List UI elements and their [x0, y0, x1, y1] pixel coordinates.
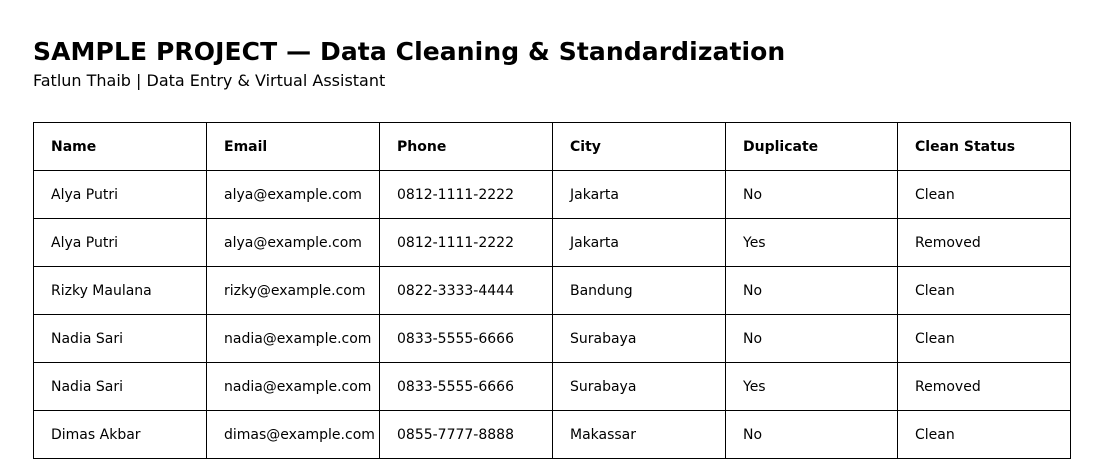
- cell-email: nadia@example.com: [207, 315, 380, 363]
- cell-city: Jakarta: [553, 219, 726, 267]
- cell-phone: 0812-1111-2222: [380, 171, 553, 219]
- cell-phone: 0812-1111-2222: [380, 219, 553, 267]
- cell-duplicate: No: [726, 171, 898, 219]
- cell-duplicate: No: [726, 411, 898, 459]
- cell-city: Surabaya: [553, 315, 726, 363]
- table-row: [34, 219, 1071, 267]
- cell-clean-status: Removed: [898, 363, 1071, 411]
- cell-email: dimas@example.com: [207, 411, 380, 459]
- table-header-row: [34, 123, 1071, 171]
- cell-name: Rizky Maulana: [34, 267, 207, 315]
- column-header-city: City: [553, 123, 726, 171]
- table-row: [34, 267, 1071, 315]
- cell-city: Makassar: [553, 411, 726, 459]
- cell-phone: 0833-5555-6666: [380, 315, 553, 363]
- cell-phone: 0855-7777-8888: [380, 411, 553, 459]
- column-header-duplicate: Duplicate: [726, 123, 898, 171]
- cell-email: nadia@example.com: [207, 363, 380, 411]
- column-header-name: Name: [34, 123, 207, 171]
- page-subtitle: Fatlun Thaib | Data Entry & Virtual Assistant: [33, 71, 386, 90]
- cell-phone: 0833-5555-6666: [380, 363, 553, 411]
- cell-duplicate: Yes: [726, 363, 898, 411]
- column-header-phone: Phone: [380, 123, 553, 171]
- cell-name: Alya Putri: [34, 171, 207, 219]
- cell-name: Nadia Sari: [34, 315, 207, 363]
- cell-clean-status: Clean: [898, 411, 1071, 459]
- cell-phone: 0822-3333-4444: [380, 267, 553, 315]
- data-table: [33, 122, 1071, 459]
- cell-clean-status: Clean: [898, 267, 1071, 315]
- cell-name: Nadia Sari: [34, 363, 207, 411]
- page-title: SAMPLE PROJECT — Data Cleaning & Standardization: [33, 37, 786, 66]
- cell-email: alya@example.com: [207, 219, 380, 267]
- cell-duplicate: No: [726, 267, 898, 315]
- table-row: [34, 363, 1071, 411]
- cell-duplicate: No: [726, 315, 898, 363]
- cell-email: rizky@example.com: [207, 267, 380, 315]
- table-row: [34, 171, 1071, 219]
- cell-clean-status: Clean: [898, 315, 1071, 363]
- cell-city: Jakarta: [553, 171, 726, 219]
- column-header-clean-status: Clean Status: [898, 123, 1071, 171]
- cell-email: alya@example.com: [207, 171, 380, 219]
- cell-name: Dimas Akbar: [34, 411, 207, 459]
- cell-name: Alya Putri: [34, 219, 207, 267]
- table-row: [34, 315, 1071, 363]
- cell-city: Bandung: [553, 267, 726, 315]
- cell-clean-status: Removed: [898, 219, 1071, 267]
- table-row: [34, 411, 1071, 459]
- cell-duplicate: Yes: [726, 219, 898, 267]
- cell-clean-status: Clean: [898, 171, 1071, 219]
- cell-city: Surabaya: [553, 363, 726, 411]
- column-header-email: Email: [207, 123, 380, 171]
